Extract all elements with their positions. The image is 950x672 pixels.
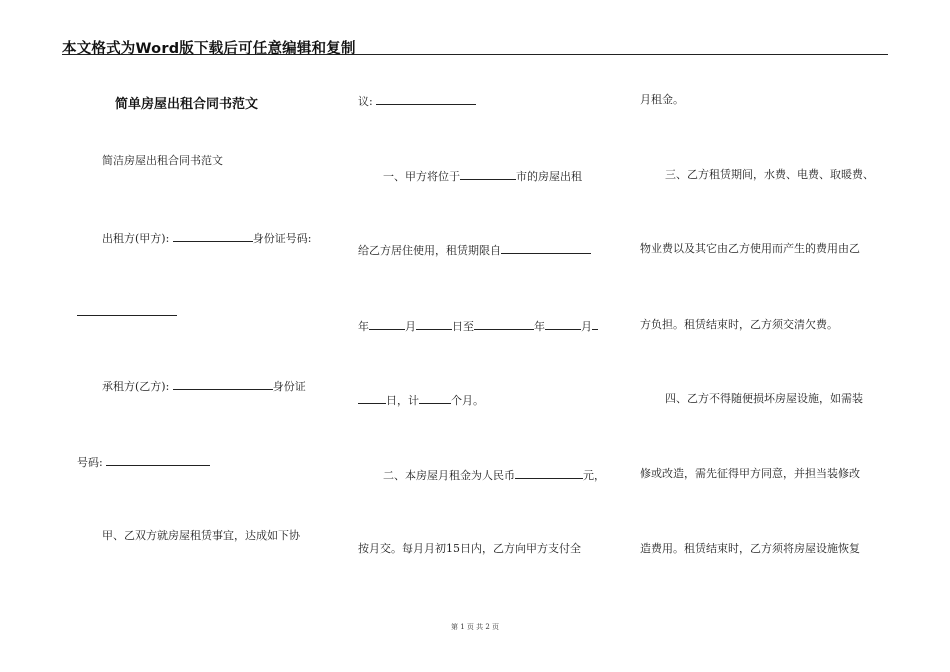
day-2-blank-cont xyxy=(358,392,386,404)
clause-3-line: 三、乙方租赁期间，水费、电费、取暖费、 xyxy=(665,168,874,181)
year-2-blank xyxy=(474,318,534,330)
month-2-label: 月 xyxy=(581,320,592,333)
subtitle: 简洁房屋出租合同书范文 xyxy=(102,154,223,167)
lease-start-blank xyxy=(501,242,591,254)
city-blank xyxy=(460,168,516,180)
rent-line xyxy=(383,467,605,483)
agreement-paragraph: 甲、乙双方就房屋租赁事宜，达成如下协 xyxy=(102,529,300,542)
lessor-line xyxy=(102,230,312,246)
lease-duration-line xyxy=(358,392,484,408)
payment-line: 按月交。每月月初15日内，乙方向甲方支付全 xyxy=(358,542,581,555)
day-2-blank xyxy=(592,318,598,330)
download-banner: 本文格式为Word版下载后可任意编辑和复制 xyxy=(62,41,356,57)
day-count-label: 日，计 xyxy=(386,394,419,407)
lease-dates-line xyxy=(358,318,598,334)
lessor-label: 出租方(甲方): xyxy=(102,232,170,245)
months-label: 个月。 xyxy=(451,394,484,407)
lessee-label: 承租方(乙方): xyxy=(102,380,170,393)
col3-line-1: 月租金。 xyxy=(640,93,684,106)
rent-text-b: 元， xyxy=(583,469,605,482)
lease-term-text: 给乙方居住使用，租赁期限自 xyxy=(358,244,501,257)
lessee-id-blank xyxy=(106,454,210,466)
lessor-blank xyxy=(173,230,253,242)
rent-amount-blank xyxy=(515,467,583,479)
agreement-blank xyxy=(376,93,476,105)
clause-1-line xyxy=(383,168,582,184)
agreement-label: 议: xyxy=(358,95,373,108)
day-1-label: 日至 xyxy=(452,320,474,333)
lessee-id-line xyxy=(77,454,210,470)
year-1-label: 年 xyxy=(358,320,369,333)
year-2-label: 年 xyxy=(534,320,545,333)
lessor-id-blank xyxy=(77,304,177,316)
col3-line-6: 修或改造，需先征得甲方同意，并担当装修改 xyxy=(640,467,860,480)
clause-1-text-b: 市的房屋出租 xyxy=(516,170,582,183)
lease-term-line xyxy=(358,242,591,258)
clause-4-line: 四、乙方不得随便损坏房屋设施，如需装 xyxy=(665,392,863,405)
month-1-label: 月 xyxy=(405,320,416,333)
page-number: 第 1 页 共 2 页 xyxy=(450,623,500,631)
id-number-label: 身份证号码: xyxy=(252,232,312,245)
banner-divider xyxy=(62,54,888,55)
clause-1-text-a: 一、甲方将位于 xyxy=(383,170,460,183)
lessee-blank xyxy=(173,378,273,390)
col3-line-7: 造费用。租赁结束时，乙方须将房屋设施恢复 xyxy=(640,542,860,555)
col3-line-3: 物业费以及其它由乙方使用而产生的费用由乙 xyxy=(640,242,860,255)
col3-line-4: 方负担。租赁结束时，乙方须交清欠费。 xyxy=(640,318,838,331)
lessee-line xyxy=(102,378,306,394)
month-2-blank xyxy=(545,318,581,330)
id-label-part-a: 身份证 xyxy=(272,380,306,393)
month-1-blank xyxy=(369,318,405,330)
rent-text-a: 二、本房屋月租金为人民币 xyxy=(383,469,515,482)
lessor-id-line xyxy=(77,304,177,320)
col2-line-1 xyxy=(358,93,476,109)
day-1-blank xyxy=(416,318,452,330)
month-count-blank xyxy=(419,392,451,404)
document-title: 简单房屋出租合同书范文 xyxy=(115,97,259,112)
id-label-part-b: 号码: xyxy=(77,456,103,469)
